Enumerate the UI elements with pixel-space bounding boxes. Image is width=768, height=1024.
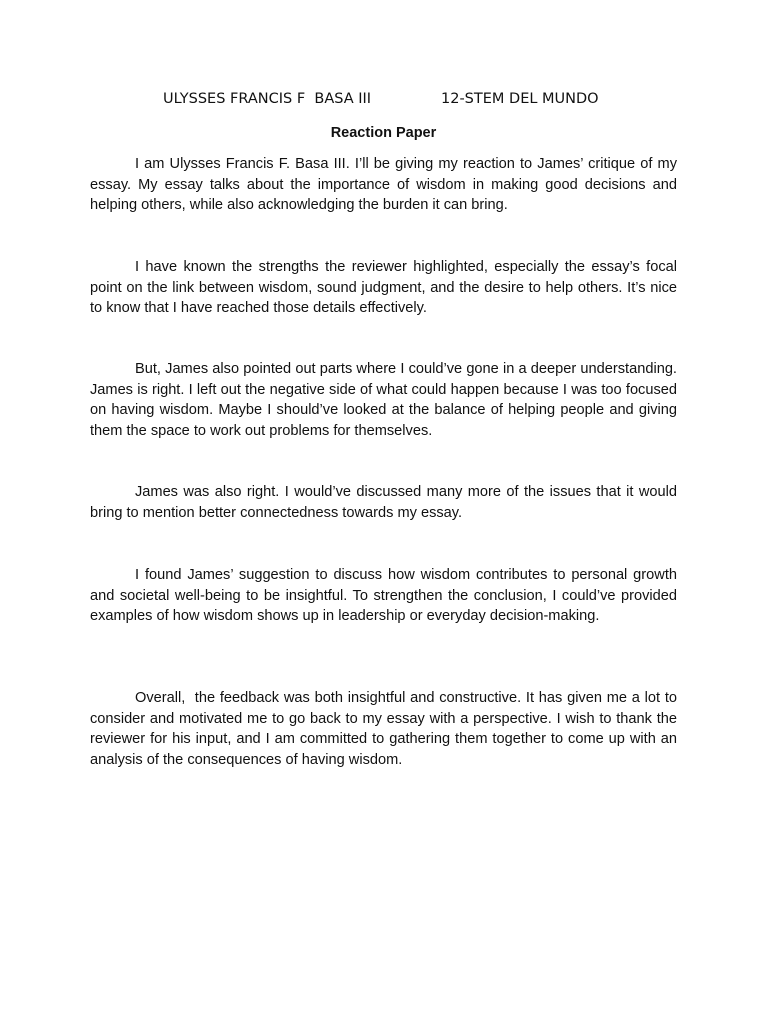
paragraph-conclusion: Overall, the feedback was both insightful and constructive. It has given me a lot to consider and motivated me to go back to my essay with a perspective. I wish to thank the reviewer for his input, and I am committed to gathering them together to come up with an analysis of the consequences of having wisdom. [90,690,682,768]
paragraph-weaknesses: But, James also pointed out parts where I could’ve gone in a deeper understanding. James is right. I left out the negative side of what could happen because I was too focused on having wisdom. Maybe I should’ve looked at the balance of helping people and giving them the space to work out problems for themselves. [90,361,682,439]
student-header [90,91,677,111]
paragraph-intro: I am Ulysses Francis F. Basa III. I’ll be giving my reaction to James’ critique of my essay. My essay talks about the importance of wisdom in making good decisions and helping others, while also acknowledging the burden it can bring. [90,156,682,213]
student-name: ULYSSES FRANCIS F BASA III [163,91,372,107]
student-section: 12-STEM DEL MUNDO [441,91,599,107]
document-title: Reaction Paper [330,125,437,141]
paragraph-suggestion: I found James’ suggestion to discuss how wisdom contributes to personal growth and societal well-being to be insightful. To strengthen the conclusion, I could’ve provided examples of how wisdom shows up in leadership or everyday decision-making. [90,567,682,624]
paragraph-issues: James was also right. I would’ve discussed many more of the issues that it would bring to mention better connectedness towards my essay. [90,484,682,521]
paragraph-strengths: I have known the strengths the reviewer highlighted, especially the essay’s focal point on the link between wisdom, sound judgment, and the desire to help others. It’s nice to know that I have reached those details effectively. [90,259,682,316]
